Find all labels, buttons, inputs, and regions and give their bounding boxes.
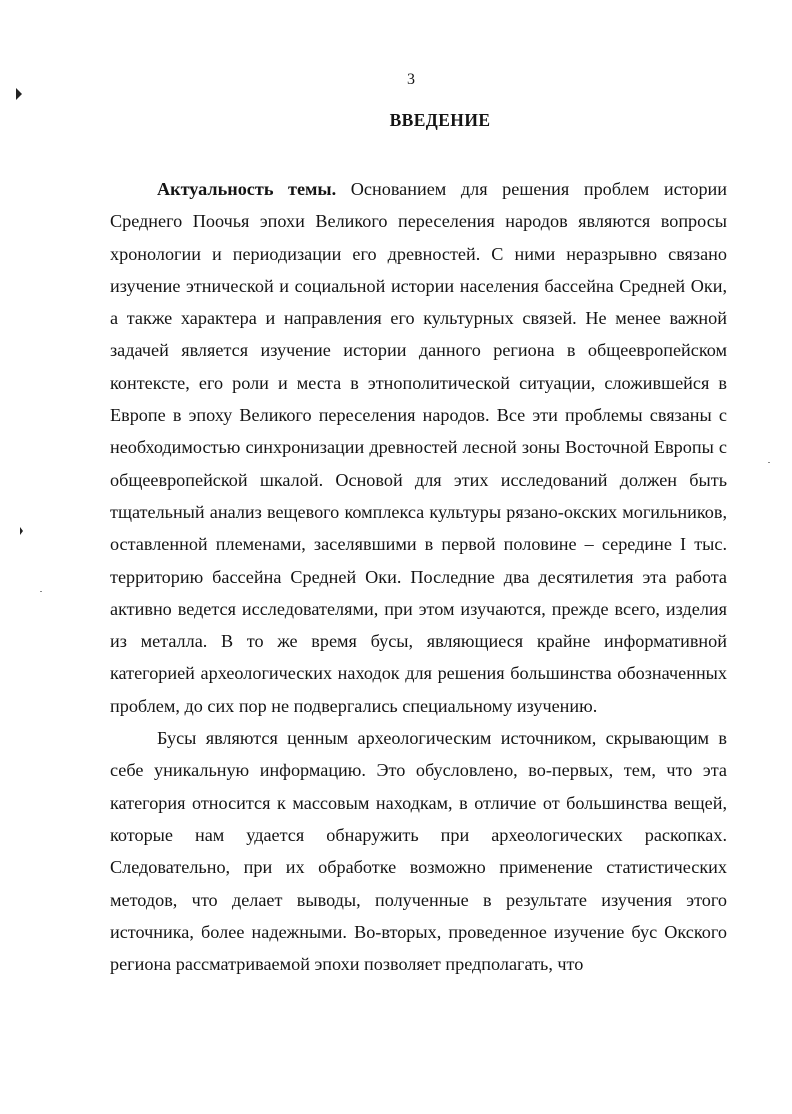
- scan-mark-top: [16, 88, 22, 100]
- paragraph-lead: Актуальность темы.: [157, 179, 337, 199]
- paragraph-text: Бусы являются ценным археологическим источником, скрывающим в себе уникальную информацию. Это обусловлено, во-первых, тем, что эта категория относится к массовым находкам, в отличие от большинства вещей, которые нам удается обнаружить при археологических раскопках. Следовательно, при их обработке возможно применение статистических методов, что делает выводы, полученные в результате изучения этого источника, более надежными. Во-вторых, проведенное изучение бус Окского региона рассматриваемой эпохи позволяет предполагать, что: [110, 728, 727, 975]
- paragraph-beads: [110, 722, 727, 980]
- scan-speck: [768, 462, 770, 463]
- scan-mark-middle: [20, 527, 23, 535]
- scan-speck: [40, 591, 42, 592]
- paragraph-relevance: [110, 173, 727, 722]
- section-heading: ВВЕДЕНИЕ: [389, 110, 491, 130]
- paragraph-text: Основанием для решения проблем истории Среднего Поочья эпохи Великого переселения народов являются вопросы хронологии и периодизации его древностей. С ними неразрывно связано изучение этнической и социальной истории населения бассейна Средней Оки, а также характера и направления его культурных связей. Не менее важной задачей является изучение истории данного региона в общеевропейском контексте, его роли и места в этнополитической ситуации, сложившейся в Европе в эпоху Великого переселения народов. Все эти проблемы связаны с необходимостью синхронизации древностей лесной зоны Восточной Европы с общеевропейской шкалой. Основой для этих исследований должен быть тщательный анализ вещевого комплекса культуры рязано-окских могильников, оставленной племенами, заселявшими в первой половине – середине I тыс. территорию бассейна Средней Оки. Последние два десятилетия эта работа активно ведется исследователями, при этом изучаются, прежде всего, изделия из металла. В то же время бусы, являющиеся крайне информативной категорией археологических находок для решения большинства обозначенных проблем, до сих пор не подвергались специальному изучению.: [110, 179, 728, 716]
- body-text: [110, 173, 727, 980]
- page-number: 3: [407, 71, 415, 88]
